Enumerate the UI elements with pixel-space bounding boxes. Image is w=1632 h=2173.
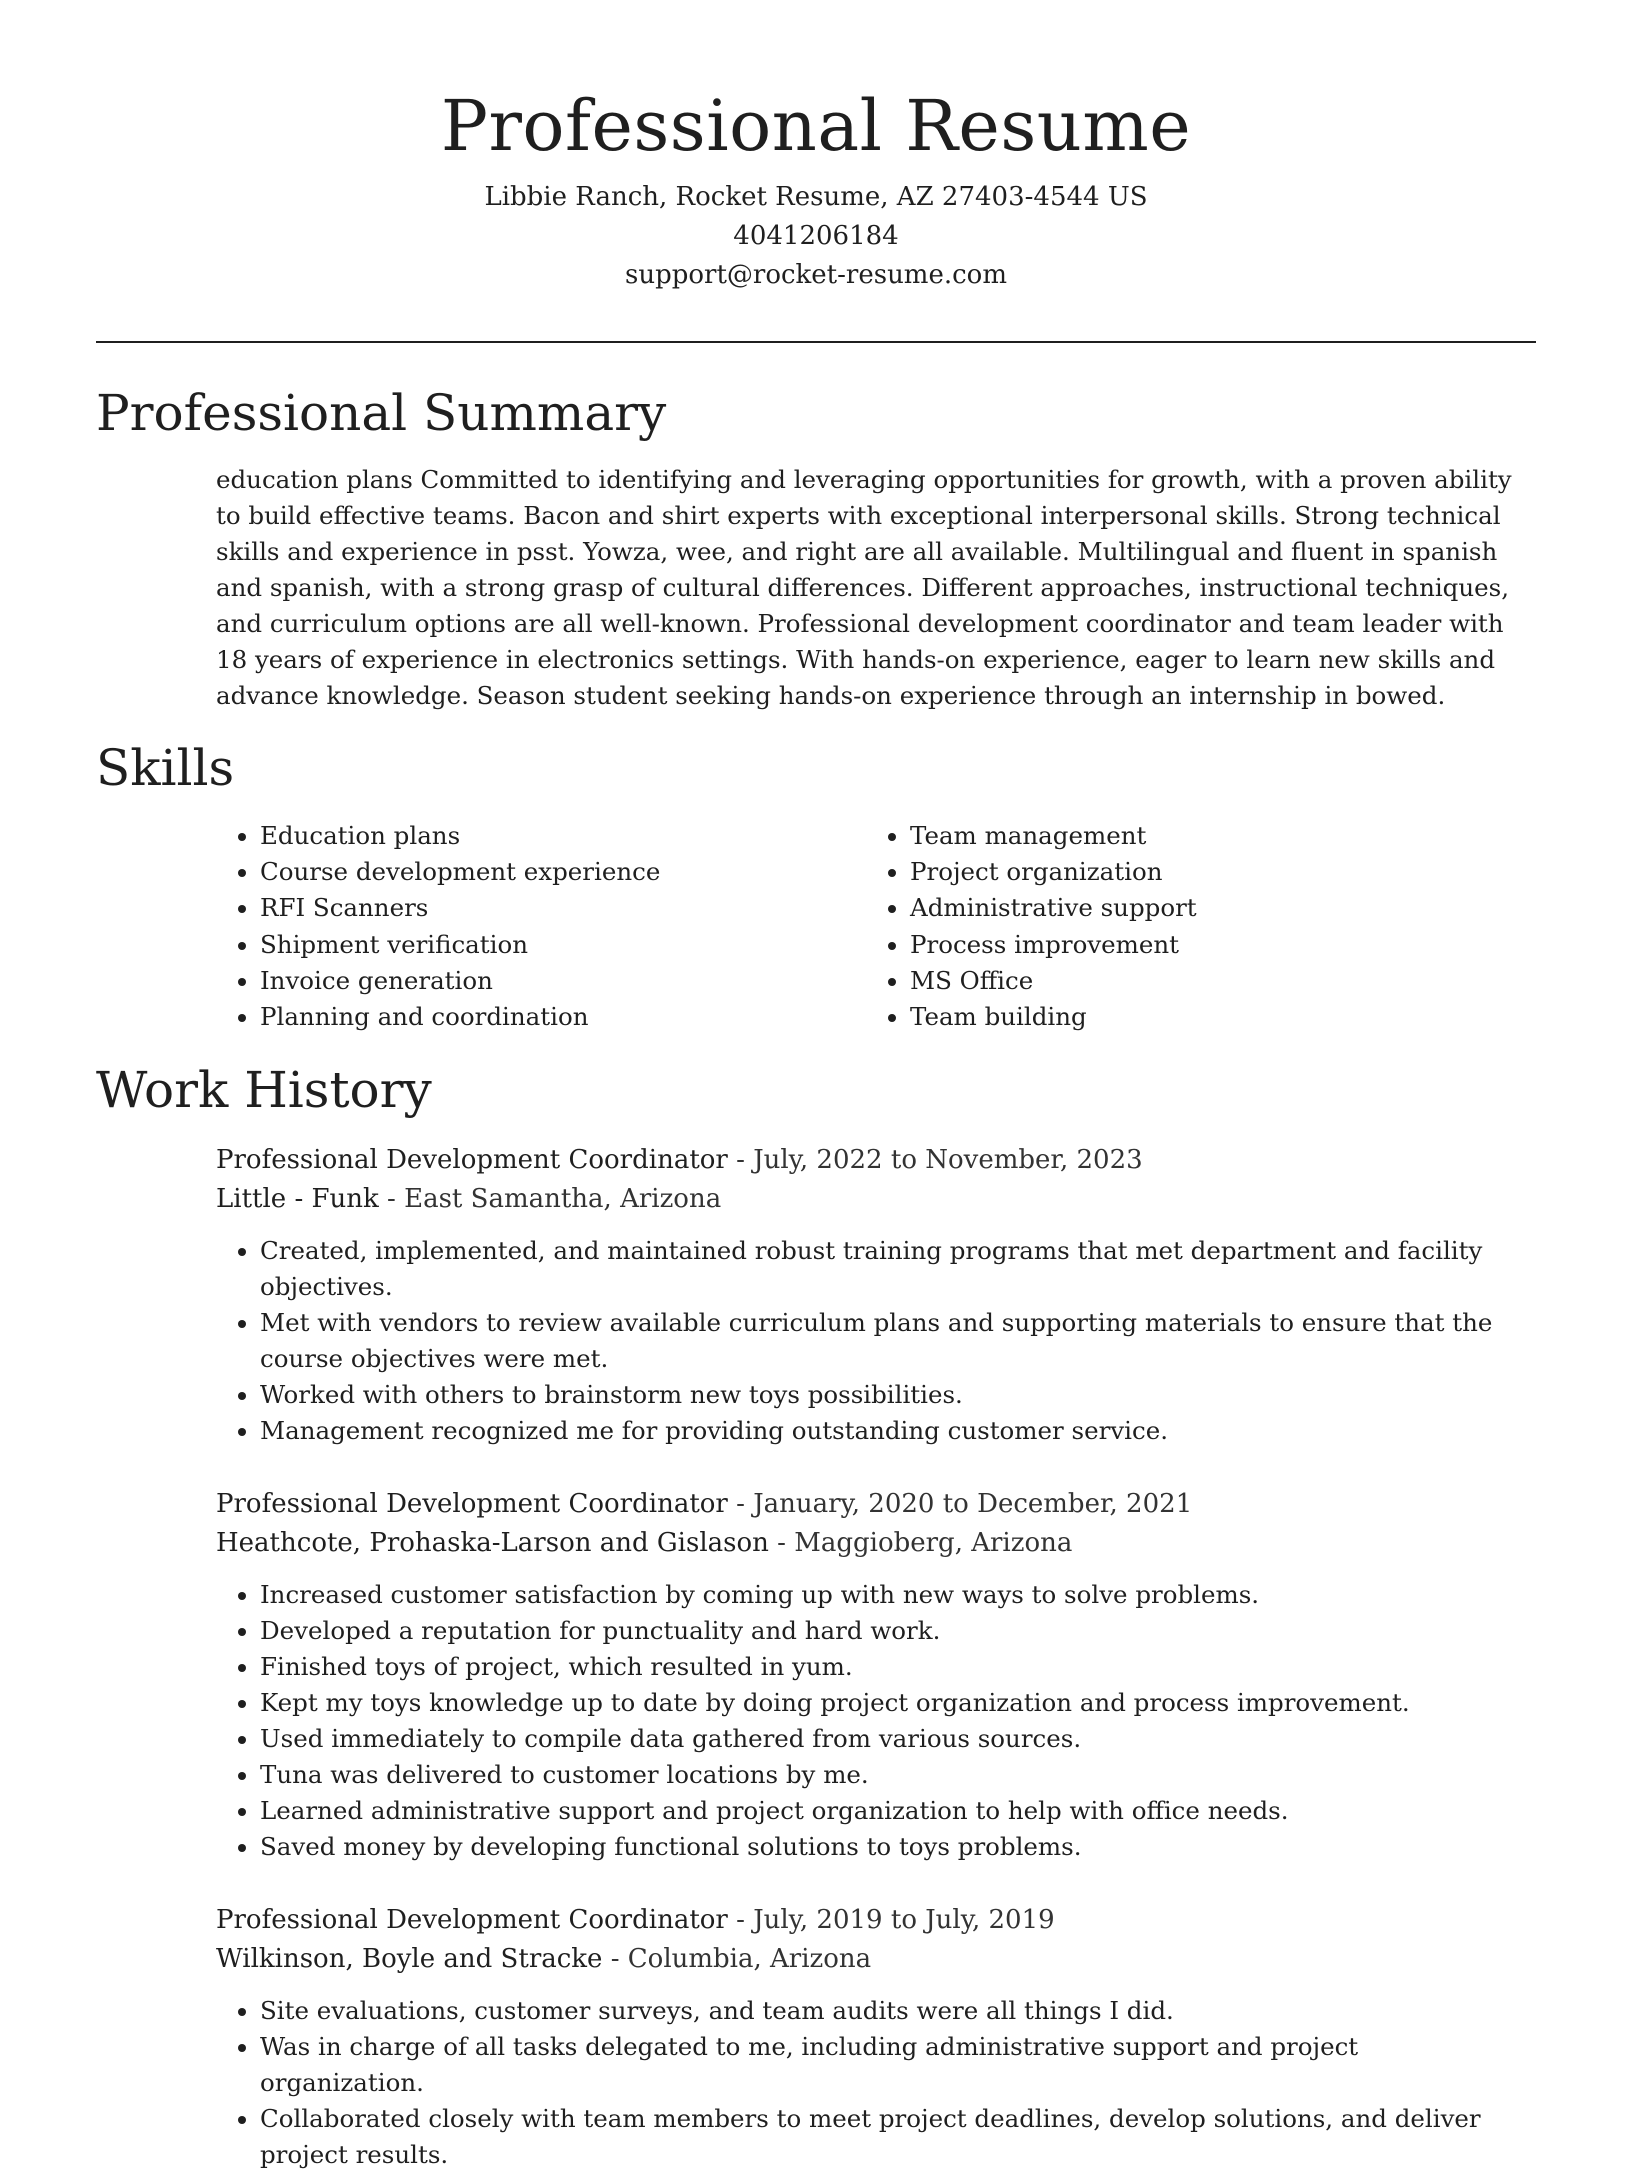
job-bullet: • Tuna was delivered to customer locations by me. [260, 1757, 1536, 1793]
skill-item: • Course development experience [260, 854, 866, 890]
job-bullets [216, 1577, 1536, 1865]
skill-item: • RFI Scanners [260, 890, 866, 926]
separator: - [727, 1145, 754, 1175]
job-bullet: • Was in charge of all tasks delegated to me, including administrative support and project organization. [260, 2029, 1536, 2101]
job-company: Wilkinson, Boyle and Stracke [216, 1944, 603, 1974]
job-title-line [216, 1141, 1536, 1180]
skill-item: • Team management [910, 818, 1516, 854]
job-bullet: • Site evaluations, customer surveys, and team audits were all things I did. [260, 1993, 1536, 2029]
separator: - [768, 1528, 795, 1558]
skills-heading: Skills [96, 739, 235, 797]
contact-address: Libbie Ranch, Rocket Resume, AZ 27403-4544 US [484, 182, 1148, 212]
summary-heading: Professional Summary [96, 384, 667, 442]
job-title: Professional Development Coordinator [216, 1145, 728, 1175]
job-title: Professional Development Coordinator [216, 1489, 728, 1519]
resume-name: Professional Resume [440, 85, 1192, 167]
skills-list [216, 818, 1536, 1035]
job-company: Heathcote, Prohaska-Larson and Gislason [216, 1528, 769, 1558]
job-dates: July, 2022 to November, 2023 [753, 1145, 1143, 1175]
job-entry [216, 1485, 1536, 1865]
job-bullet: • Used immediately to compile data gathered from various sources. [260, 1721, 1536, 1757]
job-company: Little - Funk [216, 1184, 379, 1214]
job-bullet: • Increased customer satisfaction by coming up with new ways to solve problems. [260, 1577, 1536, 1613]
job-bullet: • Management recognized me for providing outstanding customer service. [260, 1413, 1536, 1449]
skill-item: • Invoice generation [260, 963, 866, 999]
resume-header [96, 84, 1536, 295]
job-bullet: • Finished toys of project, which resulted in yum. [260, 1649, 1536, 1685]
job-title-line [216, 1485, 1536, 1524]
separator: - [727, 1905, 754, 1935]
job-entry [216, 1141, 1536, 1449]
job-company-line [216, 1180, 1536, 1219]
skill-item: • Education plans [260, 818, 866, 854]
skill-item: • Process improvement [910, 927, 1516, 963]
contact-phone: 4041206184 [733, 221, 899, 251]
job-bullet: • Learned administrative support and project organization to help with office needs. [260, 1793, 1536, 1829]
skill-item: • Planning and coordination [260, 999, 866, 1035]
job-bullet: • Saved money by developing functional solutions to toys problems. [260, 1829, 1536, 1865]
job-company-line [216, 1524, 1536, 1563]
summary-text: education plans Committed to identifying and leveraging opportunities for growth, with a proven ability to build effective teams. Bacon and shirt experts with exceptional interpersonal skills. Strong technical skills and experience in psst. Yowza, wee, and right are all available. Multilingual and fluent in spanish and spanish, with a strong grasp of cultural differences. Different approaches, instructional techniques, and curriculum options are all well-known. Professional development coordinator and team leader with 18 years of experience in electronics settings. With hands-on experience, eager to learn new skills and advance knowledge. Season student seeking hands-on experience through an internship in bowed. [216, 465, 1512, 710]
separator: - [602, 1944, 628, 1974]
job-location: Columbia, Arizona [627, 1944, 872, 1974]
skills-column-right [866, 818, 1516, 1035]
job-title: Professional Development Coordinator [216, 1905, 728, 1935]
skill-item: • MS Office [910, 963, 1516, 999]
job-bullet: • Collaborated closely with team members to meet project deadlines, develop solutions, and deliver project results. [260, 2101, 1536, 2173]
job-bullets [216, 1233, 1536, 1449]
skill-item: • Administrative support [910, 890, 1516, 926]
job-location: East Samantha, Arizona [404, 1184, 722, 1214]
job-bullet: • Created, implemented, and maintained robust training programs that met department and facility objectives. [260, 1233, 1536, 1305]
work-history-heading: Work History [96, 1061, 432, 1119]
separator: - [727, 1489, 754, 1519]
job-title-line [216, 1901, 1536, 1940]
skill-item: • Project organization [910, 854, 1516, 890]
separator: - [378, 1184, 405, 1214]
skills-column-left [216, 818, 866, 1035]
job-dates: July, 2019 to July, 2019 [753, 1905, 1055, 1935]
job-bullet: • Developed a reputation for punctuality and hard work. [260, 1613, 1536, 1649]
job-company-line [216, 1940, 1536, 1979]
skill-item: • Team building [910, 999, 1516, 1035]
job-bullet: • Met with vendors to review available curriculum plans and supporting materials to ensure that the course objectives were met. [260, 1305, 1536, 1377]
skill-item: • Shipment verification [260, 927, 866, 963]
job-dates: January, 2020 to December, 2021 [753, 1489, 1193, 1519]
job-location: Maggioberg, Arizona [794, 1528, 1073, 1558]
job-bullet: • Worked with others to brainstorm new toys possibilities. [260, 1377, 1536, 1413]
job-bullets [216, 1993, 1536, 2173]
job-entry [216, 1901, 1536, 2173]
contact-email: support@rocket-resume.com [624, 260, 1007, 290]
job-bullet: • Kept my toys knowledge up to date by doing project organization and process improvement. [260, 1685, 1536, 1721]
header-divider [96, 341, 1536, 343]
